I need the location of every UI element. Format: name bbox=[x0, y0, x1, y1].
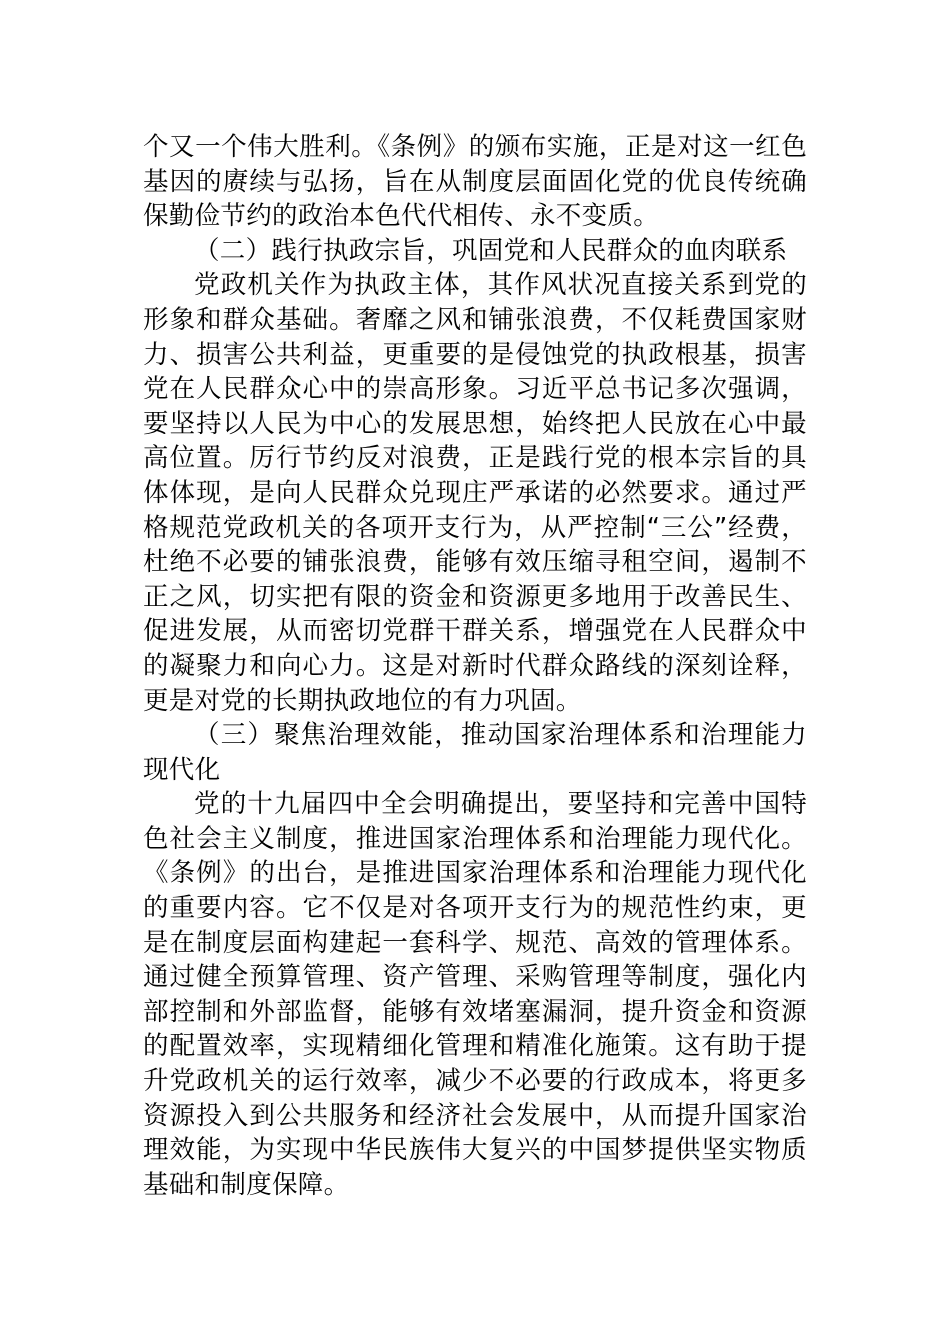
document-body bbox=[143, 130, 807, 1202]
section-heading-3: （三）聚焦治理效能，推动国家治理体系和治理能力现代化 bbox=[143, 720, 807, 785]
body-paragraph: 个又一个伟大胜利。《条例》的颁布实施，正是对这一红色基因的赓续与弘扬，旨在从制度层面固化党的优良传统确保勤俭节约的政治本色代代相传、永不变质。 bbox=[143, 132, 807, 232]
body-paragraph: 党的十九届四中全会明确提出，要坚持和完善中国特色社会主义制度，推进国家治理体系和治理能力现代化。《条例》的出台，是推进国家治理体系和治理能力现代化的重要内容。它不仅是对各项开支行为的规范性约束，更是在制度层面构建起一套科学、规范、高效的管理体系。通过健全预算管理、资产管理、采购管理等制度，强化内部控制和外部监督，能够有效堵塞漏洞，提升资金和资源的配置效率，实现精细化管理和精准化施策。这有助于提升党政机关的运行效率，减少不必要的行政成本，将更多资源投入到公共服务和经济社会发展中，从而提升国家治理效能，为实现中华民族伟大复兴的中国梦提供坚实物质基础和制度保障。 bbox=[143, 789, 807, 1200]
body-paragraph: 党政机关作为执政主体，其作风状况直接关系到党的形象和群众基础。奢靡之风和铺张浪费，不仅耗费国家财力、损害公共利益，更重要的是侵蚀党的执政根基，损害党在人民群众心中的崇高形象。习近平总书记多次强调，要坚持以人民为中心的发展思想，始终把人民放在心中最高位置。厉行节约反对浪费，正是践行党的根本宗旨的具体体现，是向人民群众兑现庄严承诺的必然要求。通过严格规范党政机关的各项开支行为，从严控制“三公”经费，杜绝不必要的铺张浪费，能够有效压缩寻租空间，遏制不正之风，切实把有限的资金和资源更多地用于改善民生、促进发展，从而密切党群干群关系，增强党在人民群众中的凝聚力和向心力。这是对新时代群众路线的深刻诠释，更是对党的长期执政地位的有力巩固。 bbox=[143, 270, 807, 716]
section-heading-2: （二）践行执政宗旨，巩固党和人民群众的血肉联系 bbox=[194, 235, 788, 266]
